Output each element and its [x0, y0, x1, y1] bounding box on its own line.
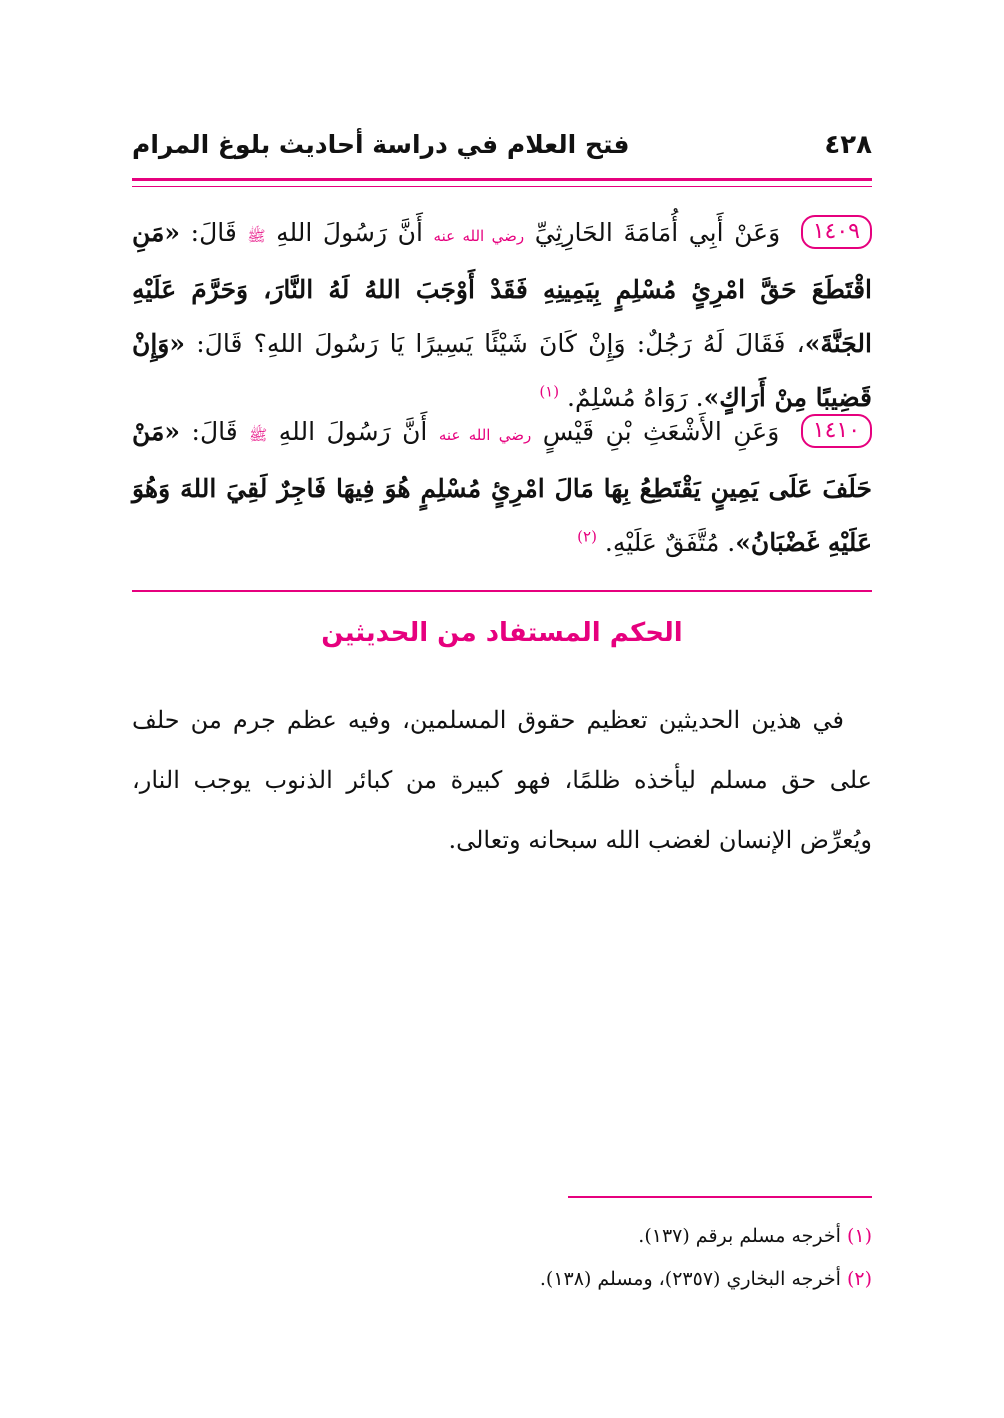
- prophet-honorific: ﷺ: [247, 227, 266, 245]
- page-number: ٤٢٨: [824, 130, 872, 160]
- hadith-mid: أَنَّ رَسُولَ اللهِ: [278, 417, 428, 446]
- ruling-paragraph: في هذين الحديثين تعظيم حقوق المسلمين، وفيه عظم جرم من حلف على حق مسلم ليأخذه ظلمًا، فهو كبيرة من كبائر الذنوب يوجب النار، ويُعرِّض الإنسان لغضب الله سبحانه وتعالى.: [132, 706, 872, 854]
- footnote-2: [132, 1268, 872, 1290]
- companion-honorific: رضي الله عنه: [433, 227, 525, 245]
- hadith-number-badge: ١٤٠٩: [801, 215, 872, 249]
- footnote-number: (١): [846, 1225, 872, 1247]
- header-rule-thin: [132, 186, 872, 187]
- footnote-text: أخرجه البخاري (٢٣٥٧)، ومسلم (١٣٨).: [539, 1268, 841, 1290]
- footnote-ref-2[interactable]: (٢): [577, 527, 597, 546]
- hadith-source: . مُتَّفَقٌ عَلَيْهِ.: [604, 528, 736, 557]
- prophet-honorific: ﷺ: [249, 426, 268, 444]
- header-rule-thick: [132, 178, 872, 181]
- hadith-quote-2: «وَإِنْ قَضِيبًا مِنْ أَرَاكٍ»: [132, 329, 872, 412]
- footnote-separator: [568, 1196, 872, 1198]
- hadith-said: قَالَ:: [191, 417, 238, 446]
- hadith-middle-text: ، فَقَالَ لَهُ رَجُلٌ: وَإِنْ كَانَ شَيْئًا يَسِيرًا يَا رَسُولَ اللهِ؟ قَالَ:: [196, 329, 805, 358]
- page-header: [132, 130, 872, 170]
- hadith-number-badge: ١٤١٠: [801, 414, 872, 448]
- hadith-1409: [132, 206, 872, 425]
- hadith-quote: «مَنْ حَلَفَ عَلَى يَمِينٍ يَقْتَطِعُ بِهَا مَالَ امْرِئٍ مُسْلِمٍ هُوَ فِيهَا فَاجِرٌ لَقِيَ اللهَ وَهُوَ عَلَيْهِ غَضْبَانُ»: [132, 417, 872, 557]
- hadith-quote: «مَنِ اقْتَطَعَ حَقَّ امْرِئٍ مُسْلِمٍ بِيَمِينِهِ فَقَدْ أَوْجَبَ اللهُ لَهُ النَّارَ، وَحَرَّمَ عَلَيْهِ الجَنَّةَ»: [132, 218, 872, 358]
- hadith-intro: وَعَنِ الأَشْعَثِ بْنِ قَيْسٍ: [542, 417, 780, 446]
- hadith-source: . رَوَاهُ مُسْلِمٌ.: [567, 383, 704, 412]
- companion-honorific: رضي الله عنه: [438, 426, 532, 444]
- footnote-1: [132, 1225, 872, 1247]
- footnote-text: أخرجه مسلم برقم (١٣٧).: [638, 1225, 841, 1247]
- footnote-number: (٢): [846, 1268, 872, 1290]
- footnote-ref-1[interactable]: (١): [539, 382, 560, 401]
- hadith-1410: [132, 405, 872, 570]
- section-divider: [132, 590, 872, 592]
- section-heading: الحكم المستفاد من الحديثين: [321, 618, 683, 648]
- hadith-intro: وَعَنْ أَبِي أُمَامَةَ الحَارِثِيِّ: [534, 218, 781, 247]
- hadith-said: قَالَ:: [190, 218, 237, 247]
- running-title: فتح العلام في دراسة أحاديث بلوغ المرام: [132, 130, 630, 159]
- hadith-mid: أَنَّ رَسُولَ اللهِ: [276, 218, 423, 247]
